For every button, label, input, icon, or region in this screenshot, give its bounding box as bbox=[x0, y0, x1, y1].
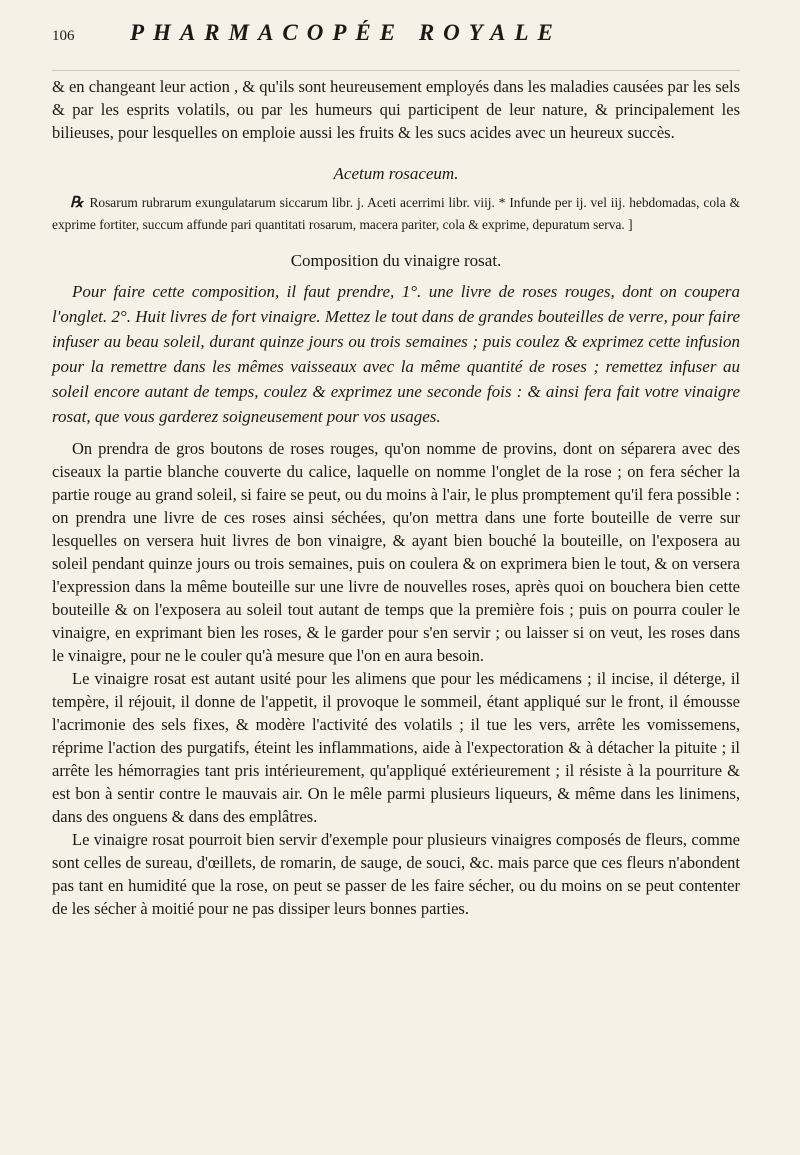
section-title: Composition du vinaigre rosat. bbox=[290, 251, 502, 270]
body-paragraph: Le vinaigre rosat pourroit bien servir d'exemple pour plusieurs vinaigres composés de fleurs, comme sont celles de sureau, d'œillets, de romarin, de sauge, de souci, &c. mais parce que ces fleurs n'abondent pas tant en humidité que la rose, on peut se passer de les faire sécher, ou du moins on se peut contenter de les sécher à moitié pour ne pas dissiper leurs bonnes parties. bbox=[52, 830, 740, 918]
recipe-title: Acetum rosaceum. bbox=[333, 164, 459, 183]
recipe-text: Rosarum rubrarum exungulatarum siccarum libr. j. Aceti acerrimi libr. viij. * Infunde per ij. vel iij. hebdomadas, cola & exprime fortiter, succum affunde pari quantitati rosarum, macera pariter, cola & exprime, depuratum serva. ] bbox=[52, 195, 740, 232]
intro-paragraph: & en changeant leur action , & qu'ils sont heureusement employés dans les maladies causées par les sels & par les esprits volatils, ou par les humeurs qui participent de leur nature, & principalement les bilieuses, pour lesquelles on emploie aussi les fruits & les sucs acides avec un heureux succès. bbox=[52, 77, 740, 142]
page-number: 106 bbox=[52, 28, 75, 44]
body-paragraph: On prendra de gros boutons de roses rouges, qu'on nomme de provins, dont on séparera avec des ciseaux la partie blanche couverte du calice, laquelle on nomme l'onglet de la rose ; on fera sécher la partie rouge au grand soleil, si faire se peut, ou du moins à l'air, le plus promptement qu'il fera possible : on prendra une livre de ces roses ainsi séchées, qu'on mettra dans une forte bouteille de verre sur lesquelles on versera huit livres de bon vinaigre, & ayant bien bouché la bouteille, on l'exposera au soleil pendant quinze jours ou trois semaines, puis on coulera & on exprimera bien le tout, & on versera l'expression dans la même bouteille sur une livre de nouvelles roses, après quoi on bouchera bien cette bouteille & on l'exposera au soleil tout autant de temps que la première fois ; puis on pourra couler le vinaigre, en exprimant bien les roses, & le garder pour s'en servir ; ou laisser si on veut, les roses dans le vinaigre, pour ne le couler qu'à mesure que l'on en aura besoin. bbox=[52, 439, 740, 665]
italic-instructions: Pour faire cette composition, il faut prendre, 1°. une livre de roses rouges, dont on coupera l'onglet. 2°. Huit livres de fort vinaigre. Mettez le tout dans de grandes bouteilles de verre, pour faire infuser au beau soleil, durant quinze jours ou trois semaines ; puis coulez & exprimez cette infusion pour la remettre dans les mêmes vaisseaux avec la même quantité de roses ; remettez infuser au soleil encore autant de temps, coulez & exprimez une seconde fois : & ainsi fera fait votre vinaigre rosat, que vous garderez soigneusement pour vos usages. bbox=[52, 282, 740, 426]
recipe-symbol: ℞ bbox=[70, 195, 84, 211]
running-title: PHARMACOPÉE ROYALE bbox=[130, 20, 562, 45]
recipe-paragraph bbox=[52, 192, 740, 236]
page-header bbox=[52, 20, 740, 71]
body-paragraph: Le vinaigre rosat est autant usité pour les alimens que pour les médicamens ; il incise, il déterge, il tempère, il réjouit, il donne de l'appetit, il provoque le sommeil, étant appliqué sur le front, il émousse l'acrimonie des sels fixes, & modère l'activité des volatils ; il tue les vers, arrête les vomissemens, réprime l'action des purgatifs, éteint les inflammations, aide à l'expectoration & à détacher la pituite ; il arrête les hémorragies tant pris intérieurement, qu'appliqué extérieurement ; il résiste à la pourriture & est bon à sentir contre le mauvais air. On le mêle parmi plusieurs liqueurs, & même dans les linimens, dans des onguens & dans des emplâtres. bbox=[52, 669, 740, 826]
